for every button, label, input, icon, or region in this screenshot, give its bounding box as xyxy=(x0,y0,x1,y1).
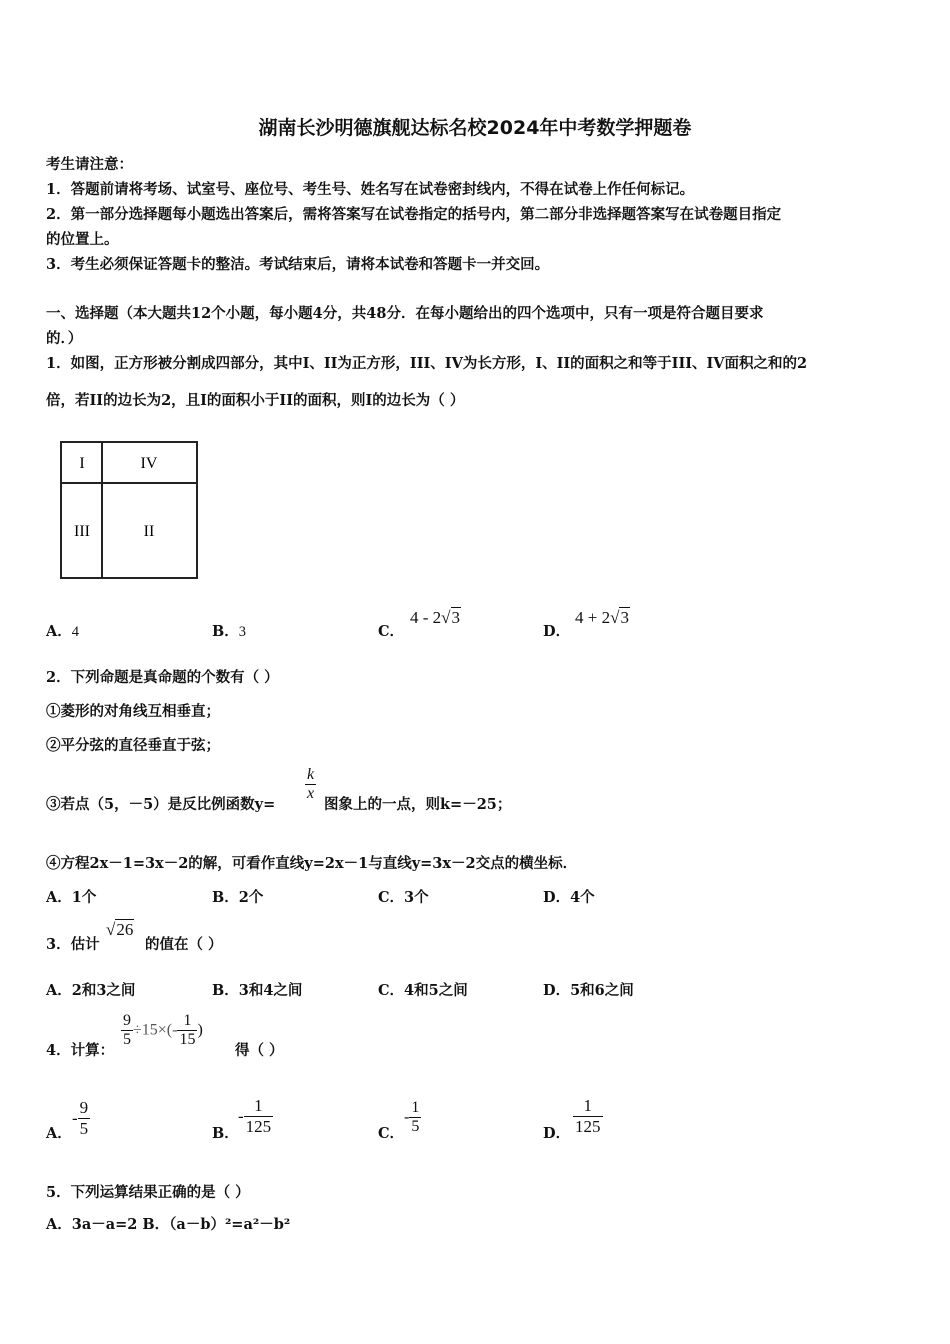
sqrt-expr: √3 xyxy=(610,608,629,627)
fraction-9-5: $\frac{9}{5}$ xyxy=(123,1012,131,1048)
page-title: 湖南长沙明德旗舰达标名校2024年中考数学押题卷 xyxy=(258,117,692,139)
notice-item: 的位置上。 xyxy=(46,231,119,248)
statement-3-pre: ③若点（5，－5）是反比例函数y= xyxy=(46,796,276,813)
radicand: 3 xyxy=(620,608,629,627)
region-IV-label: IV xyxy=(140,455,158,472)
question-4-pre: 4．计算： xyxy=(46,1042,115,1059)
option-label: C． xyxy=(378,623,405,640)
option-label: B． xyxy=(212,623,239,640)
expr-middle: ÷15×(- xyxy=(133,1021,178,1039)
q2-option-d: D．4个 xyxy=(543,889,595,906)
fraction-1-15: $\frac{1}{15}$ xyxy=(179,1012,196,1048)
statement-4: ④方程2x－1=3x－2的解，可看作直线y=2x－1与直线y=3x－2交点的横坐标． xyxy=(46,855,578,872)
fraction-denominator: x xyxy=(307,785,315,802)
q1-option-d xyxy=(543,620,570,641)
q3-option-c: C．4和5之间 xyxy=(378,982,468,999)
option-value: 3 xyxy=(238,624,247,640)
question-4-post: 得（ ） xyxy=(235,1042,284,1059)
q4-option-a-label: A． xyxy=(46,1125,72,1142)
q4-option-b-label: B． xyxy=(212,1125,239,1142)
q3-option-a: A．2和3之间 xyxy=(46,982,136,999)
q1-option-c xyxy=(378,620,404,641)
question-3-post: 的值在（ ） xyxy=(145,936,223,953)
radicand: 26 xyxy=(116,920,134,939)
q4-option-a-value: - $\frac{9}{5}$ xyxy=(72,1098,89,1138)
statement-1: ①菱形的对角线互相垂直； xyxy=(46,703,220,720)
question-1-stem: 1．如图，正方形被分割成四部分，其中I、II为正方形，III、IV为长方形，I、II的面积之和等于III、IV面积之和的2 xyxy=(46,355,808,372)
region-III-label: III xyxy=(74,523,90,540)
q3-option-b: B．3和4之间 xyxy=(212,982,303,999)
radicand: 3 xyxy=(451,608,461,627)
notice-item: 3．考生必须保证答题卡的整洁。考试结束后，请将本试卷和答题卡一并交回。 xyxy=(46,256,550,273)
q1-option-b xyxy=(212,620,246,641)
q3-option-d: D．5和6之间 xyxy=(543,982,634,999)
expr-prefix: 4 - 2 xyxy=(410,608,442,627)
q1-option-a xyxy=(46,620,79,641)
q2-option-c: C．3个 xyxy=(378,889,429,906)
q5-options: A．3a－a=2 B．（a－b）²=a²－b² xyxy=(46,1216,291,1233)
q2-option-b: B．2个 xyxy=(212,889,264,906)
q4-option-b-value: - $\frac{1}{125}$ xyxy=(238,1096,272,1136)
notice-heading: 考生请注意： xyxy=(46,156,133,173)
fraction-numerator: k xyxy=(307,766,315,783)
option-label: D． xyxy=(543,623,571,640)
option-value: 4 xyxy=(71,624,80,640)
expr-prefix: 4 + 2 xyxy=(575,608,611,627)
notice-item: 2．第一部分选择题每小题选出答案后，需将答案写在试卷指定的括号内，第二部分非选择题答案写在试卷题目指定 xyxy=(46,206,782,223)
section-heading-cont: 的．） xyxy=(46,330,83,347)
question-3-pre: 3．估计 xyxy=(46,936,100,953)
q4-option-c-label: C． xyxy=(378,1125,405,1142)
question-5-stem: 5．下列运算结果正确的是（ ） xyxy=(46,1184,250,1201)
region-I-label: I xyxy=(79,455,85,472)
sqrt-26: √26 xyxy=(106,920,134,939)
fraction-k-over-x xyxy=(305,766,316,803)
sqrt-expr: √3 xyxy=(441,608,461,627)
q4-option-d-value: $\frac{1}{125}$ xyxy=(575,1096,601,1136)
q1-option-d-expr xyxy=(575,608,630,628)
notice-item: 1．答题前请将考场、试室号、座位号、考生号、姓名写在试卷密封线内，不得在试卷上作任何标记。 xyxy=(46,181,695,198)
q4-option-c-value: - $\frac{1}{5}$ xyxy=(404,1099,420,1135)
square-figure xyxy=(58,439,203,583)
q1-option-c-expr xyxy=(410,608,461,628)
statement-2: ②平分弦的直径垂直于弦； xyxy=(46,737,220,754)
question-2-stem: 2．下列命题是真命题的个数有（ ） xyxy=(46,669,279,686)
region-II-label: II xyxy=(143,523,155,540)
question-1-stem-cont: 倍，若II的边长为2，且I的面积小于II的面积，则I的边长为（ ） xyxy=(46,392,465,409)
q4-option-d-label: D． xyxy=(543,1125,571,1142)
option-label: A． xyxy=(46,623,72,640)
expr-close: ) xyxy=(197,1021,203,1039)
statement-3-post: 图象上的一点，则k=－25； xyxy=(324,796,512,813)
q2-option-a: A．1个 xyxy=(46,889,97,906)
q4-expression xyxy=(121,1012,203,1049)
section-heading: 一、选择题（本大题共12个小题，每小题4分，共48分．在每小题给出的四个选项中，只有一项是符合题目要求 xyxy=(46,305,764,322)
